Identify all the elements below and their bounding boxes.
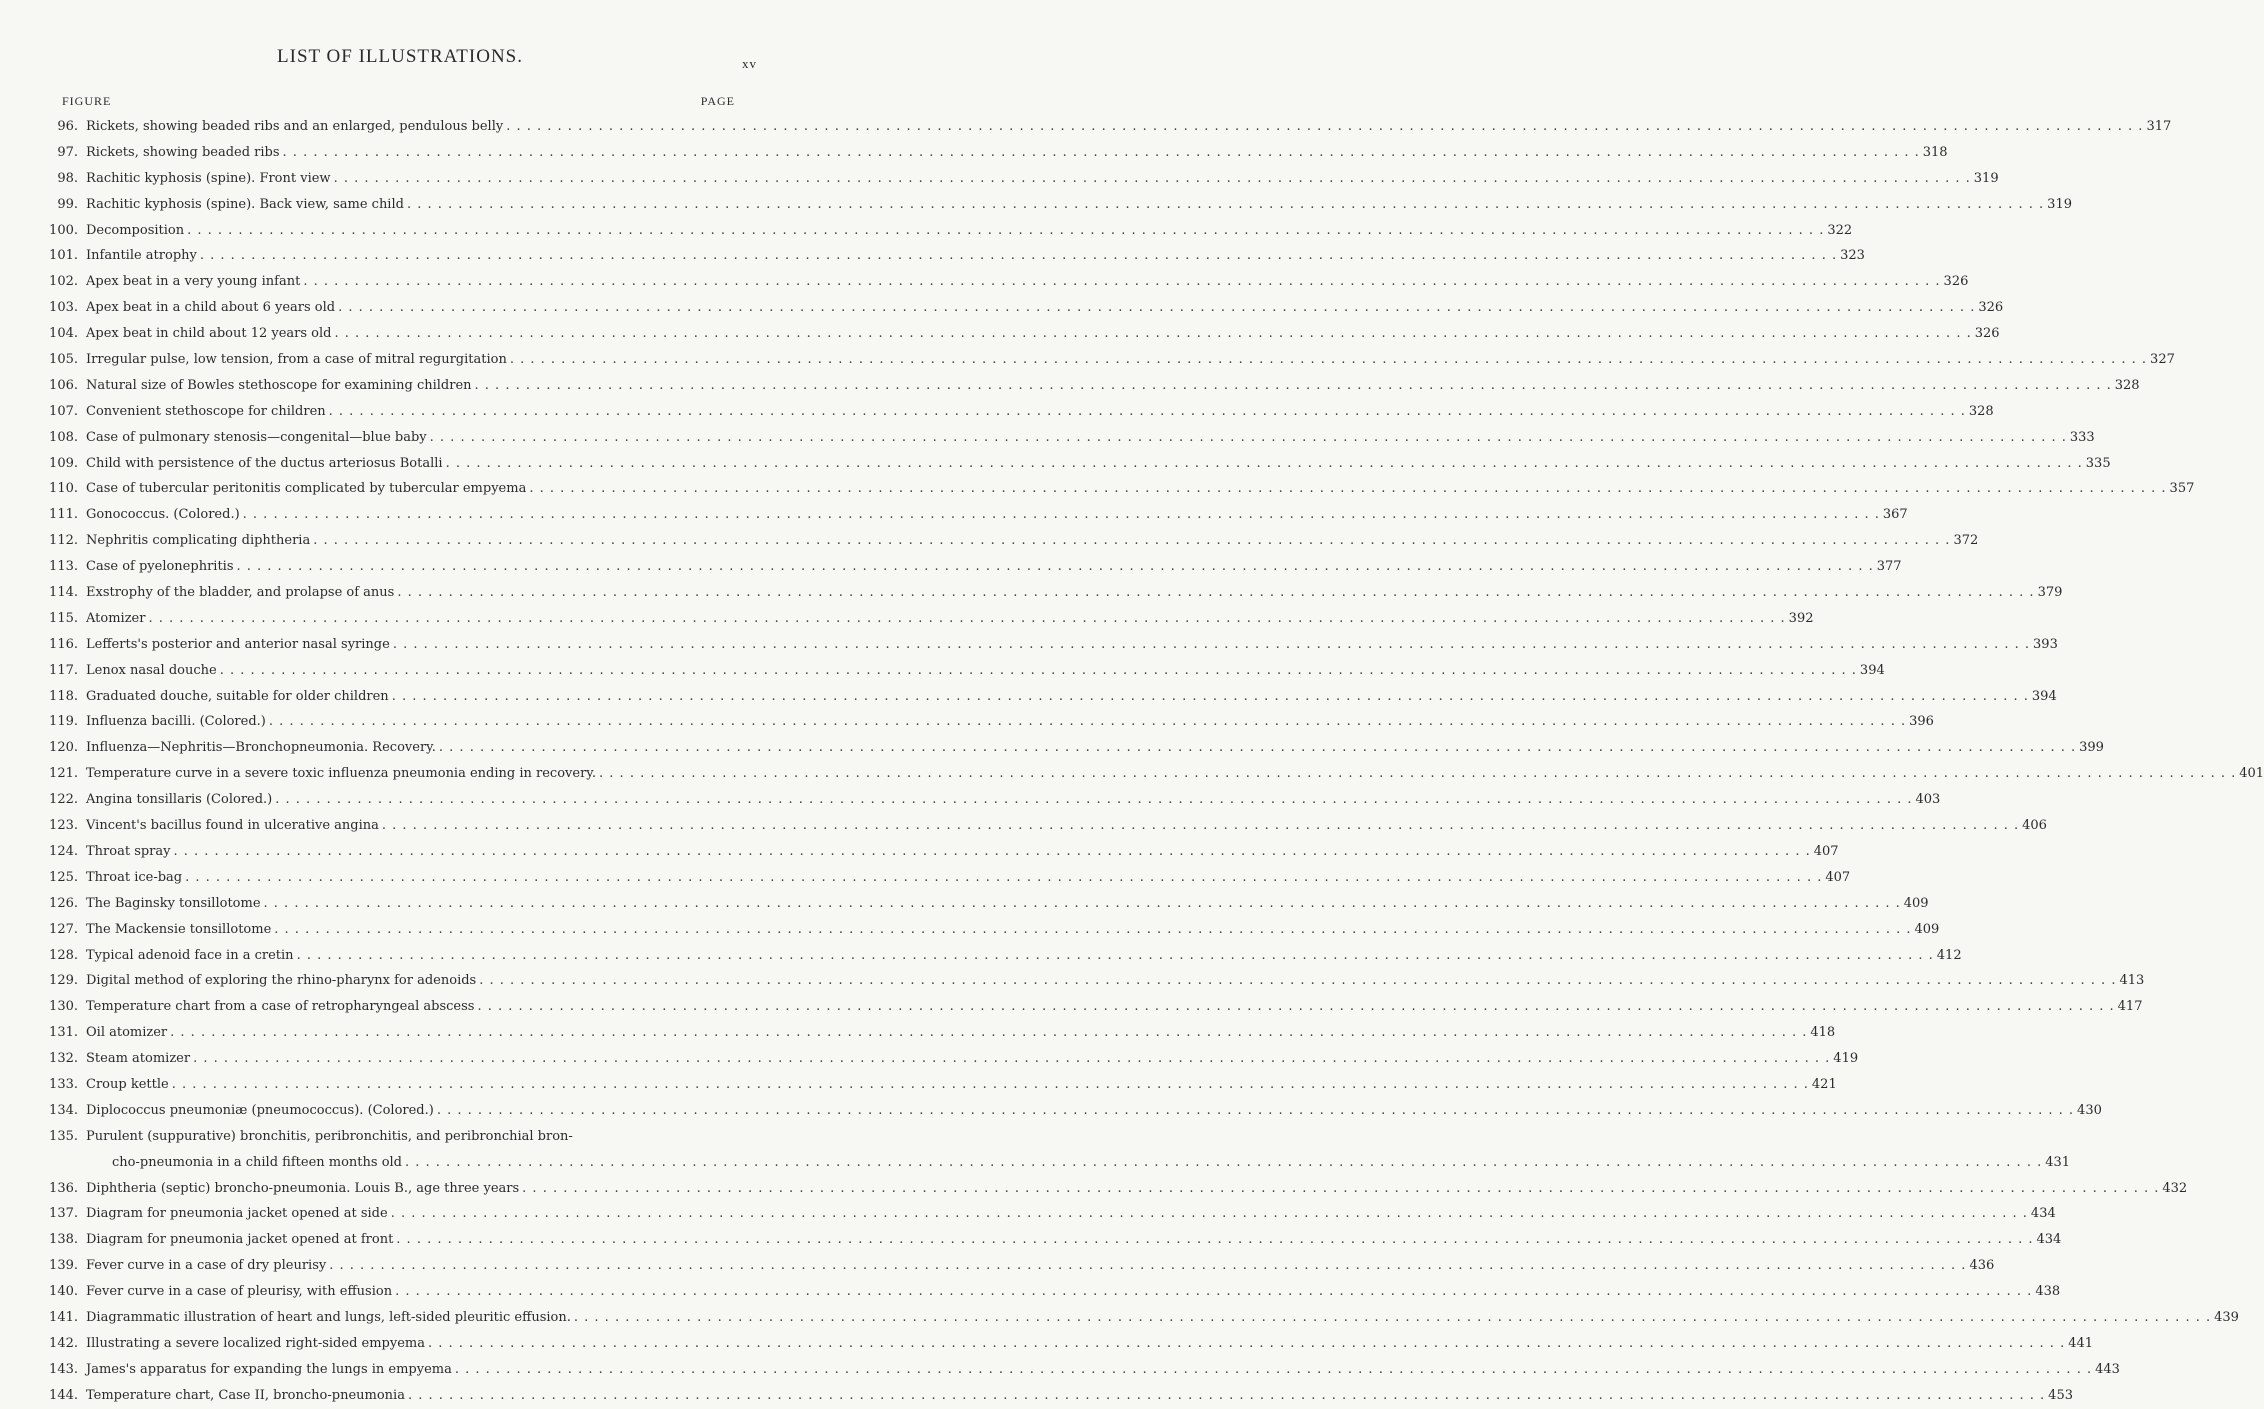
dot-leader: . . . . . . . . . . . . . . . . . . . . . . . . . . . . . . . . . . . . . . . . . . . . . . . . . . . . . . . . . . . . . . . . . . . . . . . . . . . . . . . . . . . . . . . . . . . . . . . . . . . . . . . . . . . . . . . . . . . . . . . . . . . . . . . . . . . . . . . . . . . . . . . . . . . . . . . . . . . . . . . .	[263, 895, 1901, 911]
figure-number: 117.	[49, 662, 78, 678]
page-number: 318	[1922, 144, 1948, 160]
list-item	[40, 114, 2172, 140]
page-number: 319	[2047, 196, 2072, 212]
dot-leader: . . . . . . . . . . . . . . . . . . . . . . . . . . . . . . . . . . . . . . . . . . . . . . . . . . . . . . . . . . . . . . . . . . . . . . . . . . . . . . . . . . . . . . . . . . . . . . . . . . . . . . . . . . . . . . . . . . . . . . . . . . . . . . . . . . . . . . . . . . . . . . . . . . . . . . . . . . . . . . . .	[429, 429, 2067, 445]
list-item	[40, 1098, 2102, 1124]
figure-number: 108.	[49, 429, 78, 445]
figure-number: 104.	[49, 326, 78, 342]
list-item	[40, 761, 2264, 787]
page-number: 326	[1974, 326, 2000, 342]
dot-leader: . . . . . . . . . . . . . . . . . . . . . . . . . . . . . . . . . . . . . . . . . . . . . . . . . . . . . . . . . . . . . . . . . . . . . . . . . . . . . . . . . . . . . . . . . . . . . . . . . . . . . . . . . . . . . . . . . . . . . . . . . . . . . . . . . . . . . . . . . . . . . . . . . . . . . . . . . . . . . . . .	[397, 585, 2035, 601]
dot-leader: . . . . . . . . . . . . . . . . . . . . . . . . . . . . . . . . . . . . . . . . . . . . . . . . . . . . . . . . . . . . . . . . . . . . . . . . . . . . . . . . . . . . . . . . . . . . . . . . . . . . . . . . . . . . . . . . . . . . . . . . . . . . . . . . . . . . . . . . . . . . . . . . . . . . . . . . . . . . . . . .	[303, 274, 1941, 290]
figure-title: Lefferts's posterior and anterior nasal syringe	[86, 636, 390, 652]
list-item	[40, 1227, 2062, 1253]
figure-number: 124.	[49, 843, 78, 859]
figure-number: 97.	[57, 144, 78, 160]
list-item	[40, 917, 1940, 943]
page-number: 333	[2069, 429, 2095, 445]
list-item	[40, 218, 1853, 244]
figure-title: Apex beat in child about 12 years old	[86, 326, 332, 342]
list-item	[40, 735, 2104, 761]
list-item	[40, 373, 2140, 399]
page-number: 432	[2162, 1180, 2188, 1196]
figure-title: Typical adenoid face in a cretin	[86, 947, 294, 963]
page-number: 406	[2022, 818, 2047, 834]
figure-title: Case of pulmonary stenosis—congenital—blue baby	[86, 429, 427, 445]
list-item	[40, 192, 2072, 218]
dot-leader: . . . . . . . . . . . . . . . . . . . . . . . . . . . . . . . . . . . . . . . . . . . . . . . . . . . . . . . . . . . . . . . . . . . . . . . . . . . . . . . . . . . . . . . . . . . . . . . . . . . . . . . . . . . . . . . . . . . . . . . . . . . . . . . . . . . . . . . . . . . . . . . . . . . . . . . . . . . . . . . .	[407, 1387, 2046, 1403]
dot-leader: . . . . . . . . . . . . . . . . . . . . . . . . . . . . . . . . . . . . . . . . . . . . . . . . . . . . . . . . . . . . . . . . . . . . . . . . . . . . . . . . . . . . . . . . . . . . . . . . . . . . . . . . . . . . . . . . . . . . . . . . . . . . . . . . . . . . . . . . . . . . . . . . . . . . . . . . . . . . . . . .	[381, 818, 2020, 834]
page-number: 430	[2077, 1102, 2102, 1118]
figure-title: Convenient stethoscope for children	[86, 403, 326, 419]
list-item	[40, 1072, 1837, 1098]
figure-title: Diplococcus pneumoniæ (pneumococcus). (Colored.)	[86, 1102, 434, 1118]
figure-number: 106.	[49, 377, 78, 393]
dot-leader: . . . . . . . . . . . . . . . . . . . . . . . . . . . . . . . . . . . . . . . . . . . . . . . . . . . . . . . . . . . . . . . . . . . . . . . . . . . . . . . . . . . . . . . . . . . . . . . . . . . . . . . . . . . . . . . . . . . . . . . . . . . . . . . . . . . . . . . . . . . . . . . . . . . . . . . . . . . . . . . .	[436, 1102, 2075, 1118]
list-item	[40, 1383, 2073, 1409]
list-item	[40, 606, 1814, 632]
figure-number: 132.	[49, 1051, 78, 1067]
list-item	[40, 1279, 2061, 1305]
figure-title: Fever curve in a case of pleurisy, with effusion	[86, 1284, 393, 1300]
dot-leader: . . . . . . . . . . . . . . . . . . . . . . . . . . . . . . . . . . . . . . . . . . . . . . . . . . . . . . . . . . . . . . . . . . . . . . . . . . . . . . . . . . . . . . . . . . . . . . . . . . . . . . . . . . . . . . . . . . . . . . . . . . . . . . . . . . . . . . . . . . . . . . . . . . . . . . . . . . . . . . . .	[599, 766, 2237, 782]
page-number: 419	[1833, 1051, 1859, 1067]
page-number: 367	[1882, 507, 1908, 523]
figure-title: Exstrophy of the bladder, and prolapse of anus	[86, 585, 395, 601]
dot-leader: . . . . . . . . . . . . . . . . . . . . . . . . . . . . . . . . . . . . . . . . . . . . . . . . . . . . . . . . . . . . . . . . . . . . . . . . . . . . . . . . . . . . . . . . . . . . . . . . . . . . . . . . . . . . . . . . . . . . . . . . . . . . . . . . . . . . . . . . . . . . . . . . . . . . . . . . . . . . . . . .	[406, 196, 2045, 212]
figure-number: 98.	[57, 170, 78, 186]
figure-title: Lenox nasal douche	[86, 662, 217, 678]
page-number: 319	[1973, 170, 1999, 186]
page-number: 412	[1936, 947, 1962, 963]
dot-leader: . . . . . . . . . . . . . . . . . . . . . . . . . . . . . . . . . . . . . . . . . . . . . . . . . . . . . . . . . . . . . . . . . . . . . . . . . . . . . . . . . . . . . . . . . . . . . . . . . . . . . . . . . . . . . . . . . . . . . . . . . . . . . . . . . . . . . . . . . . . . . . . . . . . . . . . . . . . . . . . .	[573, 1309, 2212, 1325]
page-number: 317	[2146, 119, 2172, 134]
figure-number: 122.	[49, 792, 78, 808]
list-item	[40, 425, 2095, 451]
figure-title: Graduated douche, suitable for older children	[86, 688, 389, 704]
figure-number: 140.	[49, 1284, 78, 1300]
list-item	[40, 943, 1962, 969]
figure-number: 100.	[49, 222, 78, 238]
list-item	[40, 658, 1885, 684]
dot-leader: . . . . . . . . . . . . . . . . . . . . . . . . . . . . . . . . . . . . . . . . . . . . . . . . . . . . . . . . . . . . . . . . . . . . . . . . . . . . . . . . . . . . . . . . . . . . . . . . . . . . . . . . . . . . . . . . . . . . . . . . . . . . . . . . . . . . . . . . . . . . . . . . . . . . . . . . . . . . . . . .	[296, 947, 1934, 963]
figure-title-line1: Purulent (suppurative) bronchitis, peribronchitis, and peribronchial bron-	[86, 1128, 573, 1144]
dot-leader: . . . . . . . . . . . . . . . . . . . . . . . . . . . . . . . . . . . . . . . . . . . . . . . . . . . . . . . . . . . . . . . . . . . . . . . . . . . . . . . . . . . . . . . . . . . . . . . . . . . . . . . . . . . . . . . . . . . . . . . . . . . . . . . . . . . . . . . . . . . . . . . . . . . . . . . . . . . . . . . .	[242, 507, 1880, 523]
dot-leader: . . . . . . . . . . . . . . . . . . . . . . . . . . . . . . . . . . . . . . . . . . . . . . . . . . . . . . . . . . . . . . . . . . . . . . . . . . . . . . . . . . . . . . . . . . . . . . . . . . . . . . . . . . . . . . . . . . . . . . . . . . . . . . . . . . . . . . . . . . . . . . . . . . . . . . . . . . . . . . . .	[445, 455, 2083, 471]
page-number: 434	[2030, 1206, 2056, 1222]
figure-title: Digital method of exploring the rhino-pharynx for adenoids	[86, 973, 477, 989]
figure-title: Diagram for pneumonia jacket opened at side	[86, 1206, 388, 1222]
figure-title: Illustrating a severe localized right-sided empyema	[86, 1335, 425, 1351]
list-item	[40, 399, 1994, 425]
figure-number: 138.	[49, 1232, 78, 1248]
dot-leader: . . . . . . . . . . . . . . . . . . . . . . . . . . . . . . . . . . . . . . . . . . . . . . . . . . . . . . . . . . . . . . . . . . . . . . . . . . . . . . . . . . . . . . . . . . . . . . . . . . . . . . . . . . . . . . . . . . . . . . . . . . . . . . . . . . . . . . . . . . . . . . . . . . . . . . . . . . . . . . . .	[313, 533, 1951, 549]
figure-number: 111.	[49, 507, 78, 523]
figure-number: 116.	[49, 636, 78, 652]
figure-title: Diagram for pneumonia jacket opened at front	[86, 1232, 394, 1248]
page-number: 392	[1788, 610, 1814, 626]
page-number: 407	[1825, 869, 1851, 885]
list-item	[40, 1046, 1859, 1072]
page-number: 439	[2214, 1309, 2239, 1325]
dot-leader: . . . . . . . . . . . . . . . . . . . . . . . . . . . . . . . . . . . . . . . . . . . . . . . . . . . . . . . . . . . . . . . . . . . . . . . . . . . . . . . . . . . . . . . . . . . . . . . . . . . . . . . . . . . . . . . . . . . . . . . . . . . . . . . . . . . . . . . . . . . . . . . . . . . . . . . . . . . . . . . .	[506, 119, 2144, 134]
list-item	[40, 243, 1865, 269]
list-item	[40, 839, 1839, 865]
page-number: 413	[2119, 973, 2145, 989]
dot-leader: . . . . . . . . . . . . . . . . . . . . . . . . . . . . . . . . . . . . . . . . . . . . . . . . . . . . . . . . . . . . . . . . . . . . . . . . . . . . . . . . . . . . . . . . . . . . . . . . . . . . . . . . . . . . . . . . . . . . . . . . . . . . . . . . . . . . . . . . . . . . . . . . . . . . . . . . . . . . . . . .	[438, 740, 2077, 756]
figure-title: Child with persistence of the ductus arteriosus Botalli	[86, 455, 443, 471]
figure-title: The Mackensie tonsillotome	[86, 921, 272, 937]
figure-number: 130.	[49, 999, 78, 1015]
list-item	[40, 632, 2058, 658]
page-number: 379	[2037, 585, 2063, 601]
figure-number: 109.	[49, 455, 78, 471]
figure-number: 134.	[49, 1102, 78, 1118]
figure-title: Decomposition	[86, 222, 185, 238]
page-number: 443	[2095, 1361, 2120, 1377]
dot-leader: . . . . . . . . . . . . . . . . . . . . . . . . . . . . . . . . . . . . . . . . . . . . . . . . . . . . . . . . . . . . . . . . . . . . . . . . . . . . . . . . . . . . . . . . . . . . . . . . . . . . . . . . . . . . . . . . . . . . . . . . . . . . . . . . . . . . . . . . . . . . . . . . . . . . . . . . . . . . . . . .	[529, 481, 2167, 497]
dot-leader: . . . . . . . . . . . . . . . . . . . . . . . . . . . . . . . . . . . . . . . . . . . . . . . . . . . . . . . . . . . . . . . . . . . . . . . . . . . . . . . . . . . . . . . . . . . . . . . . . . . . . . . . . . . . . . . . . . . . . . . . . . . . . . . . . . . . . . . . . . . . . . . . . . . . . . . . . . . . . . . .	[236, 559, 1874, 575]
dot-leader: . . . . . . . . . . . . . . . . . . . . . . . . . . . . . . . . . . . . . . . . . . . . . . . . . . . . . . . . . . . . . . . . . . . . . . . . . . . . . . . . . . . . . . . . . . . . . . . . . . . . . . . . . . . . . . . . . . . . . . . . . . . . . . . . . . . . . . . . . . . . . . . . . . . . . . . . . . . . . . . .	[334, 326, 1972, 342]
list-item	[40, 968, 2145, 994]
figure-number: 107.	[49, 403, 78, 419]
list-item	[40, 528, 1979, 554]
page-number: 409	[1914, 921, 1940, 937]
figure-number: 102.	[49, 274, 78, 290]
figure-title: Case of pyelonephritis	[86, 559, 234, 575]
list-item	[40, 1176, 2188, 1202]
page-number: 394	[2031, 688, 2057, 704]
dot-leader: . . . . . . . . . . . . . . . . . . . . . . . . . . . . . . . . . . . . . . . . . . . . . . . . . . . . . . . . . . . . . . . . . . . . . . . . . . . . . . . . . . . . . . . . . . . . . . . . . . . . . . . . . . . . . . . . . . . . . . . . . . . . . . . . . . . . . . . . . . . . . . . . . . . . . . . . . . . . . . . .	[391, 688, 2029, 704]
page-number: 372	[1953, 533, 1979, 549]
figure-number: 141.	[49, 1309, 78, 1325]
figure-title: Nephritis complicating diphtheria	[86, 533, 311, 549]
figure-number: 118.	[49, 688, 78, 704]
dot-leader: . . . . . . . . . . . . . . . . . . . . . . . . . . . . . . . . . . . . . . . . . . . . . . . . . . . . . . . . . . . . . . . . . . . . . . . . . . . . . . . . . . . . . . . . . . . . . . . . . . . . . . . . . . . . . . . . . . . . . . . . . . . . . . . . . . . . . . . . . . . . . . . . . . . . . . . . . . . . . . . .	[427, 1335, 2066, 1351]
list-item	[40, 994, 2143, 1020]
figure-title: Steam atomizer	[86, 1051, 191, 1067]
figure-number: 112.	[49, 533, 78, 549]
figure-number: 119.	[49, 714, 78, 730]
list-item	[40, 166, 1999, 192]
list-item	[40, 891, 1929, 917]
dot-leader: . . . . . . . . . . . . . . . . . . . . . . . . . . . . . . . . . . . . . . . . . . . . . . . . . . . . . . . . . . . . . . . . . . . . . . . . . . . . . . . . . . . . . . . . . . . . . . . . . . . . . . . . . . . . . . . . . . . . . . . . . . . . . . . . . . . . . . . . . . . . . . . . . . . . . . . . . . . . . . . .	[479, 973, 2117, 989]
figure-number: 120.	[49, 740, 78, 756]
dot-leader: . . . . . . . . . . . . . . . . . . . . . . . . . . . . . . . . . . . . . . . . . . . . . . . . . . . . . . . . . . . . . . . . . . . . . . . . . . . . . . . . . . . . . . . . . . . . . . . . . . . . . . . . . . . . . . . . . . . . . . . . . . . . . . . . . . . . . . . . . . . . . . . . . . . . . . . . . . . . . . . .	[522, 1180, 2160, 1196]
page-number: 326	[1978, 300, 2004, 316]
figure-number: 133.	[49, 1076, 78, 1092]
dot-leader: . . . . . . . . . . . . . . . . . . . . . . . . . . . . . . . . . . . . . . . . . . . . . . . . . . . . . . . . . . . . . . . . . . . . . . . . . . . . . . . . . . . . . . . . . . . . . . . . . . . . . . . . . . . . . . . . . . . . . . . . . . . . . . . . . . . . . . . . . . . . . . . . . . . . . . . . . . . . . . . .	[474, 377, 2112, 393]
page-number: 328	[1968, 403, 1994, 419]
list-item	[40, 554, 1902, 580]
figure-title: Croup kettle	[86, 1076, 169, 1092]
figure-title: Rachitic kyphosis (spine). Back view, same child	[86, 196, 404, 212]
list-item	[40, 451, 2111, 477]
figure-title: Oil atomizer	[86, 1025, 168, 1041]
figure-title: Irregular pulse, low tension, from a case of mitral regurgitation	[86, 352, 507, 368]
page-number: 409	[1903, 895, 1929, 911]
figure-title: Influenza bacilli. (Colored.)	[86, 714, 266, 730]
figure-number: 114.	[49, 585, 78, 601]
figure-title: Infantile atrophy	[86, 248, 197, 264]
page-number: 417	[2117, 999, 2143, 1015]
figure-number: 105.	[49, 352, 78, 368]
page-number: 407	[1813, 843, 1839, 859]
figure-title: Throat ice-bag	[86, 869, 183, 885]
page-folio: xv	[742, 56, 757, 71]
list-item	[40, 502, 1908, 528]
dot-leader: . . . . . . . . . . . . . . . . . . . . . . . . . . . . . . . . . . . . . . . . . . . . . . . . . . . . . . . . . . . . . . . . . . . . . . . . . . . . . . . . . . . . . . . . . . . . . . . . . . . . . . . . . . . . . . . . . . . . . . . . . . . . . . . . . . . . . . . . . . . . . . . . . . . . . . . . . . . . . . . .	[185, 869, 1823, 885]
dot-leader: . . . . . . . . . . . . . . . . . . . . . . . . . . . . . . . . . . . . . . . . . . . . . . . . . . . . . . . . . . . . . . . . . . . . . . . . . . . . . . . . . . . . . . . . . . . . . . . . . . . . . . . . . . . . . . . . . . . . . . . . . . . . . . . . . . . . . . . . . . . . . . . . . . . . . . . . . . . . . . . .	[396, 1232, 2034, 1248]
dot-leader: . . . . . . . . . . . . . . . . . . . . . . . . . . . . . . . . . . . . . . . . . . . . . . . . . . . . . . . . . . . . . . . . . . . . . . . . . . . . . . . . . . . . . . . . . . . . . . . . . . . . . . . . . . . . . . . . . . . . . . . . . . . . . . . . . . . . . . . . . . . . . . . . . . . . . . . . . . . . . . . .	[148, 610, 1786, 626]
figure-title: Angina tonsillaris (Colored.)	[86, 792, 273, 808]
figure-number: 136.	[49, 1180, 78, 1196]
list-item	[40, 321, 2000, 347]
figure-title: Atomizer	[86, 610, 146, 626]
figure-number: 139.	[49, 1258, 78, 1274]
dot-leader: . . . . . . . . . . . . . . . . . . . . . . . . . . . . . . . . . . . . . . . . . . . . . . . . . . . . . . . . . . . . . . . . . . . . . . . . . . . . . . . . . . . . . . . . . . . . . . . . . . . . . . . . . . . . . . . . . . . . . . . . . . . . . . . . . . . . . . . . . . . . . . . . . . . . . . . . . . . . . . . .	[392, 636, 2031, 652]
figure-number: 144.	[49, 1387, 78, 1403]
figure-number: 110.	[49, 481, 78, 497]
figure-column-heading: FIGURE	[62, 94, 112, 108]
figure-number: 135.	[49, 1128, 78, 1144]
figure-title: Natural size of Bowles stethoscope for examining children	[86, 377, 472, 393]
dot-leader: . . . . . . . . . . . . . . . . . . . . . . . . . . . . . . . . . . . . . . . . . . . . . . . . . . . . . . . . . . . . . . . . . . . . . . . . . . . . . . . . . . . . . . . . . . . . . . . . . . . . . . . . . . . . . . . . . . . . . . . . . . . . . . . . . . . . . . . . . . . . . . . . . . . . . . . . . . . . . . . .	[477, 999, 2115, 1015]
figure-title: cho-pneumonia in a child fifteen months old	[112, 1154, 402, 1170]
figure-title: Vincent's bacillus found in ulcerative angina	[86, 818, 379, 834]
dot-leader: . . . . . . . . . . . . . . . . . . . . . . . . . . . . . . . . . . . . . . . . . . . . . . . . . . . . . . . . . . . . . . . . . . . . . . . . . . . . . . . . . . . . . . . . . . . . . . . . . . . . . . . . . . . . . . . . . . . . . . . . . . . . . . . . . . . . . . . . . . . . . . . . . . . . . . . . . . . . . . . .	[219, 662, 1857, 678]
figure-number: 99.	[57, 196, 78, 212]
page-number: 441	[2068, 1335, 2094, 1351]
figure-title: Apex beat in a very young infant	[86, 274, 301, 290]
page-number: 418	[1810, 1025, 1836, 1041]
list-item	[40, 865, 1851, 891]
list-item	[40, 1331, 2094, 1357]
dot-leader: . . . . . . . . . . . . . . . . . . . . . . . . . . . . . . . . . . . . . . . . . . . . . . . . . . . . . . . . . . . . . . . . . . . . . . . . . . . . . . . . . . . . . . . . . . . . . . . . . . . . . . . . . . . . . . . . . . . . . . . . . . . . . . . . . . . . . . . . . . . . . . . . . . . . . . . . . . . . . . . .	[454, 1361, 2093, 1377]
figure-number: 128.	[49, 947, 78, 963]
list-item	[40, 787, 1941, 813]
list-item	[40, 140, 1948, 166]
figure-title: Rickets, showing beaded ribs and an enlarged, pendulous belly	[86, 119, 504, 134]
figure-number: 137.	[49, 1206, 78, 1222]
dot-leader: . . . . . . . . . . . . . . . . . . . . . . . . . . . . . . . . . . . . . . . . . . . . . . . . . . . . . . . . . . . . . . . . . . . . . . . . . . . . . . . . . . . . . . . . . . . . . . . . . . . . . . . . . . . . . . . . . . . . . . . . . . . . . . . . . . . . . . . . . . . . . . . . . . . . . . . . . . . . . . . .	[173, 843, 1811, 859]
figure-title: Diphtheria (septic) broncho-pneumonia. Louis B., age three years	[86, 1180, 520, 1196]
page-number: 393	[2033, 636, 2058, 652]
dot-leader: . . . . . . . . . . . . . . . . . . . . . . . . . . . . . . . . . . . . . . . . . . . . . . . . . . . . . . . . . . . . . . . . . . . . . . . . . . . . . . . . . . . . . . . . . . . . . . . . . . . . . . . . . . . . . . . . . . . . . . . . . . . . . . . . . . . . . . . . . . . . . . . . . . . . . . . . . . . . . . . .	[171, 1076, 1809, 1092]
page-number: 434	[2036, 1232, 2062, 1248]
figure-title: Temperature chart from a case of retropharyngeal abscess	[86, 999, 475, 1015]
page-number: 438	[2035, 1284, 2061, 1300]
page-column-heading: PAGE	[700, 94, 735, 108]
page-number: 377	[1876, 559, 1902, 575]
list-item	[40, 347, 2175, 373]
figure-title: Gonococcus. (Colored.)	[86, 507, 240, 523]
figure-title: Temperature curve in a severe toxic influenza pneumonia ending in recovery.	[86, 766, 597, 782]
running-head: LIST OF ILLUSTRATIONS.	[277, 46, 523, 67]
figure-number: 127.	[49, 921, 78, 937]
dot-leader: . . . . . . . . . . . . . . . . . . . . . . . . . . . . . . . . . . . . . . . . . . . . . . . . . . . . . . . . . . . . . . . . . . . . . . . . . . . . . . . . . . . . . . . . . . . . . . . . . . . . . . . . . . . . . . . . . . . . . . . . . . . . . . . . . . . . . . . . . . . . . . . . . . . . . . . . . . . . . . . .	[390, 1206, 2028, 1222]
list-item	[40, 1253, 1995, 1279]
page-number: 326	[1943, 274, 1969, 290]
figure-number: 126.	[49, 895, 78, 911]
page-number: 328	[2114, 377, 2140, 393]
dot-leader: . . . . . . . . . . . . . . . . . . . . . . . . . . . . . . . . . . . . . . . . . . . . . . . . . . . . . . . . . . . . . . . . . . . . . . . . . . . . . . . . . . . . . . . . . . . . . . . . . . . . . . . . . . . . . . . . . . . . . . . . . . . . . . . . . . . . . . . . . . . . . . . . . . . . . . . . . . . . . . . .	[199, 248, 1838, 264]
figure-number: 96.	[57, 119, 78, 134]
page-number: 322	[1827, 222, 1853, 238]
list-item	[40, 269, 1969, 295]
figure-title: Apex beat in a child about 6 years old	[86, 300, 336, 316]
figure-number: 129.	[49, 973, 78, 989]
dot-leader: . . . . . . . . . . . . . . . . . . . . . . . . . . . . . . . . . . . . . . . . . . . . . . . . . . . . . . . . . . . . . . . . . . . . . . . . . . . . . . . . . . . . . . . . . . . . . . . . . . . . . . . . . . . . . . . . . . . . . . . . . . . . . . . . . . . . . . . . . . . . . . . . . . . . . . . . . . . . . . . .	[275, 792, 1913, 808]
page-number: 421	[1811, 1076, 1837, 1092]
list-item	[40, 580, 2063, 606]
figure-title: The Baginsky tonsillotome	[86, 895, 261, 911]
page-number: 403	[1915, 792, 1941, 808]
dot-leader: . . . . . . . . . . . . . . . . . . . . . . . . . . . . . . . . . . . . . . . . . . . . . . . . . . . . . . . . . . . . . . . . . . . . . . . . . . . . . . . . . . . . . . . . . . . . . . . . . . . . . . . . . . . . . . . . . . . . . . . . . . . . . . . . . . . . . . . . . . . . . . . . . . . . . . . . . . . . . . . .	[405, 1154, 2043, 1170]
figure-title: Case of tubercular peritonitis complicated by tubercular empyema	[86, 481, 527, 497]
figure-number: 142.	[49, 1335, 78, 1351]
figure-title: Influenza—Nephritis—Bronchopneumonia. Recovery.	[86, 740, 436, 756]
dot-leader: . . . . . . . . . . . . . . . . . . . . . . . . . . . . . . . . . . . . . . . . . . . . . . . . . . . . . . . . . . . . . . . . . . . . . . . . . . . . . . . . . . . . . . . . . . . . . . . . . . . . . . . . . . . . . . . . . . . . . . . . . . . . . . . . . . . . . . . . . . . . . . . . . . . . . . . . . . . . . . . .	[509, 352, 2148, 368]
dot-leader: . . . . . . . . . . . . . . . . . . . . . . . . . . . . . . . . . . . . . . . . . . . . . . . . . . . . . . . . . . . . . . . . . . . . . . . . . . . . . . . . . . . . . . . . . . . . . . . . . . . . . . . . . . . . . . . . . . . . . . . . . . . . . . . . . . . . . . . . . . . . . . . . . . . . . . . . . . . . . . . .	[193, 1051, 1831, 1067]
page-number: 323	[1840, 248, 1865, 264]
page-number: 399	[2079, 740, 2104, 756]
list-item	[40, 1201, 2056, 1227]
page-number: 327	[2150, 352, 2175, 368]
figure-number: 143.	[49, 1361, 78, 1377]
page-number: 401	[2239, 766, 2264, 782]
dot-leader: . . . . . . . . . . . . . . . . . . . . . . . . . . . . . . . . . . . . . . . . . . . . . . . . . . . . . . . . . . . . . . . . . . . . . . . . . . . . . . . . . . . . . . . . . . . . . . . . . . . . . . . . . . . . . . . . . . . . . . . . . . . . . . . . . . . . . . . . . . . . . . . . . . . . . . . . . . . . . . . .	[329, 1258, 1967, 1274]
list-item	[40, 476, 2195, 502]
list-item	[40, 1357, 2120, 1383]
dot-leader: . . . . . . . . . . . . . . . . . . . . . . . . . . . . . . . . . . . . . . . . . . . . . . . . . . . . . . . . . . . . . . . . . . . . . . . . . . . . . . . . . . . . . . . . . . . . . . . . . . . . . . . . . . . . . . . . . . . . . . . . . . . . . . . . . . . . . . . . . . . . . . . . . . . . . . . . . . . . . . . .	[395, 1284, 2033, 1300]
list-item	[40, 295, 2004, 321]
list-item	[40, 709, 1934, 735]
figure-number: 115.	[49, 610, 78, 626]
dot-leader: . . . . . . . . . . . . . . . . . . . . . . . . . . . . . . . . . . . . . . . . . . . . . . . . . . . . . . . . . . . . . . . . . . . . . . . . . . . . . . . . . . . . . . . . . . . . . . . . . . . . . . . . . . . . . . . . . . . . . . . . . . . . . . . . . . . . . . . . . . . . . . . . . . . . . . . . . . . . . . . .	[338, 300, 1976, 316]
figure-number: 125.	[49, 869, 78, 885]
figure-title: Rickets, showing beaded ribs	[86, 144, 280, 160]
figure-title: Throat spray	[86, 843, 171, 859]
list-item	[40, 1305, 2239, 1331]
figure-title: James's apparatus for expanding the lungs in empyema	[86, 1361, 452, 1377]
figure-title: Rachitic kyphosis (spine). Front view	[86, 170, 331, 186]
list-item	[40, 813, 2047, 839]
dot-leader: . . . . . . . . . . . . . . . . . . . . . . . . . . . . . . . . . . . . . . . . . . . . . . . . . . . . . . . . . . . . . . . . . . . . . . . . . . . . . . . . . . . . . . . . . . . . . . . . . . . . . . . . . . . . . . . . . . . . . . . . . . . . . . . . . . . . . . . . . . . . . . . . . . . . . . . . . . . . . . . .	[170, 1025, 1808, 1041]
dot-leader: . . . . . . . . . . . . . . . . . . . . . . . . . . . . . . . . . . . . . . . . . . . . . . . . . . . . . . . . . . . . . . . . . . . . . . . . . . . . . . . . . . . . . . . . . . . . . . . . . . . . . . . . . . . . . . . . . . . . . . . . . . . . . . . . . . . . . . . . . . . . . . . . . . . . . . . . . . . . . . . .	[333, 170, 1971, 186]
page-number: 357	[2169, 481, 2195, 497]
figure-number: 121.	[49, 766, 78, 782]
figure-title: Diagrammatic illustration of heart and lungs, left-sided pleuritic effusion.	[86, 1309, 571, 1325]
dot-leader: . . . . . . . . . . . . . . . . . . . . . . . . . . . . . . . . . . . . . . . . . . . . . . . . . . . . . . . . . . . . . . . . . . . . . . . . . . . . . . . . . . . . . . . . . . . . . . . . . . . . . . . . . . . . . . . . . . . . . . . . . . . . . . . . . . . . . . . . . . . . . . . . . . . . . . . . . . . . . . . .	[274, 921, 1912, 937]
illustration-list	[40, 114, 2264, 1409]
page-number: 431	[2045, 1154, 2071, 1170]
page-number: 394	[1859, 662, 1885, 678]
dot-leader: . . . . . . . . . . . . . . . . . . . . . . . . . . . . . . . . . . . . . . . . . . . . . . . . . . . . . . . . . . . . . . . . . . . . . . . . . . . . . . . . . . . . . . . . . . . . . . . . . . . . . . . . . . . . . . . . . . . . . . . . . . . . . . . . . . . . . . . . . . . . . . . . . . . . . . . . . . . . . . . .	[328, 403, 1966, 419]
dot-leader: . . . . . . . . . . . . . . . . . . . . . . . . . . . . . . . . . . . . . . . . . . . . . . . . . . . . . . . . . . . . . . . . . . . . . . . . . . . . . . . . . . . . . . . . . . . . . . . . . . . . . . . . . . . . . . . . . . . . . . . . . . . . . . . . . . . . . . . . . . . . . . . . . . . . . . . . . . . . . . . .	[268, 714, 1907, 730]
page-number: 436	[1969, 1258, 1995, 1274]
figure-title: Temperature chart, Case II, broncho-pneumonia	[86, 1387, 405, 1403]
page-number: 453	[2048, 1387, 2073, 1403]
figure-number: 123.	[49, 818, 78, 834]
page-number: 335	[2085, 455, 2111, 471]
dot-leader: . . . . . . . . . . . . . . . . . . . . . . . . . . . . . . . . . . . . . . . . . . . . . . . . . . . . . . . . . . . . . . . . . . . . . . . . . . . . . . . . . . . . . . . . . . . . . . . . . . . . . . . . . . . . . . . . . . . . . . . . . . . . . . . . . . . . . . . . . . . . . . . . . . . . . . . . . . . . . . . .	[187, 222, 1825, 238]
dot-leader: . . . . . . . . . . . . . . . . . . . . . . . . . . . . . . . . . . . . . . . . . . . . . . . . . . . . . . . . . . . . . . . . . . . . . . . . . . . . . . . . . . . . . . . . . . . . . . . . . . . . . . . . . . . . . . . . . . . . . . . . . . . . . . . . . . . . . . . . . . . . . . . . . . . . . . . . . . . . . . . .	[282, 144, 1920, 160]
figure-number: 113.	[49, 559, 78, 575]
list-item	[40, 1124, 2071, 1176]
figure-number: 101.	[49, 248, 78, 264]
figure-number: 131.	[49, 1025, 78, 1041]
list-item	[40, 1020, 1836, 1046]
figure-title: Fever curve in a case of dry pleurisy	[86, 1258, 327, 1274]
list-item	[40, 684, 2057, 710]
figure-number: 103.	[49, 300, 78, 316]
page-number: 396	[1909, 714, 1934, 730]
